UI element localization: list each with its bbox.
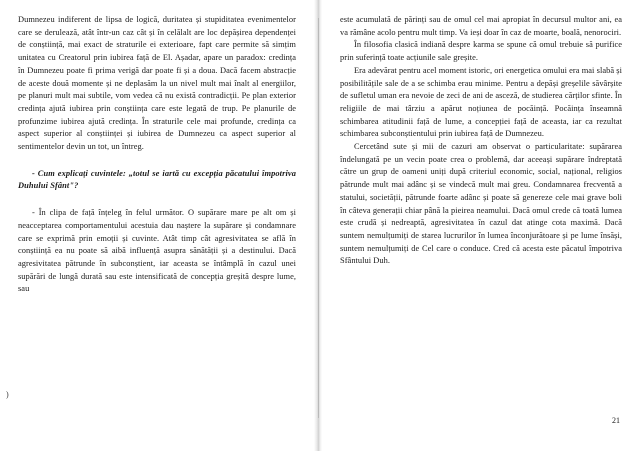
right-paragraph-3: Era adevărat pentru acel moment istoric, ori energetica omului era mai slabă și posibilitățile sale de a se schimba erau minime. Pentru a depăși greșelile săvârșite de sufletul uman era nevoie de zeci de ani de asceză, de studierea cărților sfinte. În religiile de mai târziu a apărut noțiunea de pocăință. Pocăința înseamnă schimbarea atitudinii față de lume, a concepției față de aceasta, iar ca rezultat schimbarea subconștientului prin iubirea față de Dumnezeu. [340,65,622,139]
right-page-text [340,14,622,268]
right-paragraph-4: Cercetând sute și mii de cazuri am observat o particularitate: supărarea îndelungată pe un vecin poate crea o problemă, dar aceeași supărare îndreptată către un grup de oameni uniți după criteriul economic, social, național, religios pătrunde mult mai adânc și se vindecă mult mai greu. Condamnarea frecventă a statului, societății, pătrunde foarte adânc și poate să genereze cele mai grave boli în câteva generații chiar până la pieirea neamului. Dacă omul crede că toată lumea este crudă și nedreaptă, agresivitatea în cazul dat atinge cota maximă. Dacă suntem nemulțumiți de starea lucrurilor în lumea înconjurătoare și pe lume însăși, suntem nemulțumiți de Cel care o conduce. Cred că acesta este păcatul împotriva Sfântului Duh. [340,142,622,266]
right-paragraph-2: În filosofia clasică indiană despre karma se spune că omul trebuie să purifice prin suferință toate acțiunile sale greșite. [340,40,622,63]
interview-question: - Cum explicați cuvintele: „totul se iartă cu excepția păcatului împotriva Duhului Sfânt"? [18,168,296,191]
left-page-text [18,14,296,296]
right-paragraph-1: este acumulată de părinți sau de omul cel mai apropiat în decursul multor ani, ea va rămâne acolo pentru mult timp. Va ieși doar în caz de moarte, boală, nenorociri. [340,15,622,37]
gutter-crease [318,18,319,418]
left-paragraph-2: - În clipa de față înțeleg în felul următor. O supărare mare pe alt om și neacceptarea comportamentului acestuia dau naștere la supărare și condamnare care se exprimă prin emoții și cuvinte. Atât timp cât agresivitatea se află în conștiință ea nu poate să aibă influență asupra sănătății și a destinului. Dacă agresivitatea pătrunde în subconștient, iar aceasta se întâmplă în cazul unei supărări de lungă durată sau este intensificată de concepția greșită despre lume, sau [18,208,296,294]
page-number: 21 [612,416,620,425]
left-paragraph-1: Dumnezeu indiferent de lipsa de logică, duritatea și stupiditatea evenimentelor care se derulează, atât într-un caz cât și în celălalt are loc depășirea dependenței de conștiință, mai exact de straturile ei exterioare, fapt care permite să simțim unitatea cu Creatorul prin iubirea față de El. Așadar, apare un paradox: credința în Dumnezeu poate fi prima verigă dar poate fi și a doua. Dacă facem abstracție de aceste două momente și ne deplasăm la un nivel mult mai înalt al energiilor, pe planuri mult mai subtile, vom vedea că nu există contradicții. Pe plan exterior credința ajută iubirea prin conștiința care este legată de trup. Pe planurile de profunzime iubirea ajută credința. În straturile cele mai profunde, credința ca aspect superior al conștiinței și iubirea de Dumnezeu ca aspect superior al sentimentelor devin un tot, un întreg. [18,15,296,152]
left-page [0,0,312,451]
margin-mark: ) [6,390,9,399]
right-page [326,0,638,451]
